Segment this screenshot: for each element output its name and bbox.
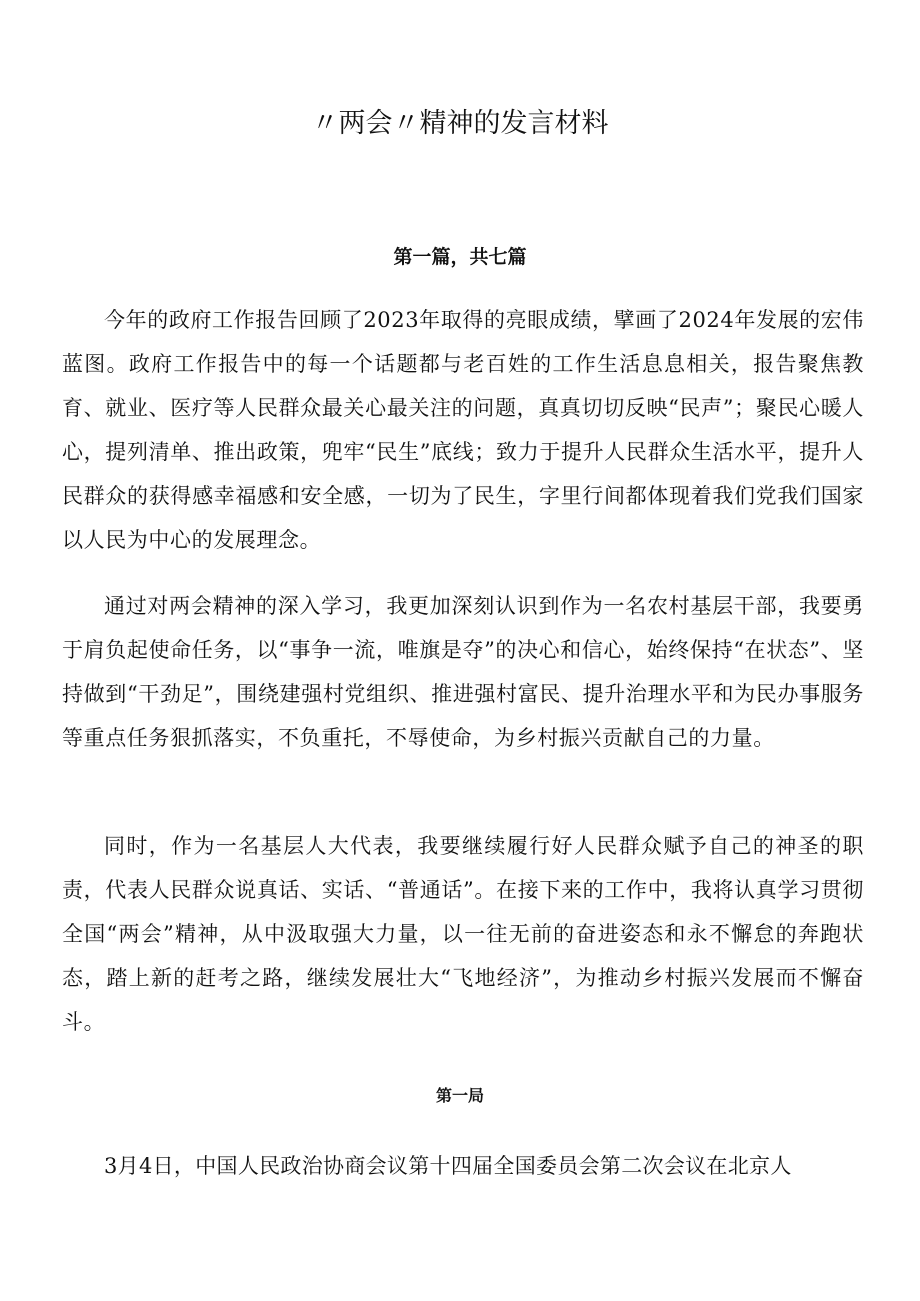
document-title: 〃两会〃精神的发言材料 (311, 108, 609, 139)
section-heading: 第一篇，共七篇 (393, 246, 527, 268)
paragraph-2: 通过对两会精神的深入学习，我更加深刻认识到作为一名农村基层干部，我要勇于肩负起使命任务，以“事争一流，唯旗是夺”的决心和信心，始终保持“在状态”、坚持做到“干劲足”，围绕建强村党组织、推进强村富民、提升治理水平和为民办事服务等重点任务狠抓落实，不负重托，不辱使命，为乡村振兴贡献自己的力量。 (62, 594, 864, 750)
paragraph-3: 同时，作为一名基层人大代表，我要继续履行好人民群众赋予自己的神圣的职责，代表人民群众说真话、实话、“普通话”。在接下来的工作中，我将认真学习贯彻全国“两会”精神，从中汲取强大力量，以一往无前的奋进姿态和永不懈怠的奔跑状态，踏上新的赶考之路，继续发展壮大“飞地经济”，为推动乡村振兴发展而不懈奋斗。 (62, 834, 864, 1034)
paragraph-4: 3月4日，中国人民政治协商会议第十四届全国委员会第二次会议在北京人 (104, 1154, 792, 1178)
sub-heading: 第一局 (435, 1086, 484, 1105)
paragraph-1: 今年的政府工作报告回顾了2023年取得的亮眼成绩，擘画了2024年发展的宏伟蓝图。政府工作报告中的每一个话题都与老百姓的工作生活息息相关，报告聚焦教育、就业、医疗等人民群众最关心最关注的问题，真真切切反映“民声”；聚民心暖人心，提列清单、推出政策，兜牢“民生”底线；致力于提升人民群众生活水平，提升人民群众的获得感幸福感和安全感，一切为了民生，字里行间都体现着我们党我们国家以人民为中心的发展理念。 (62, 308, 864, 552)
